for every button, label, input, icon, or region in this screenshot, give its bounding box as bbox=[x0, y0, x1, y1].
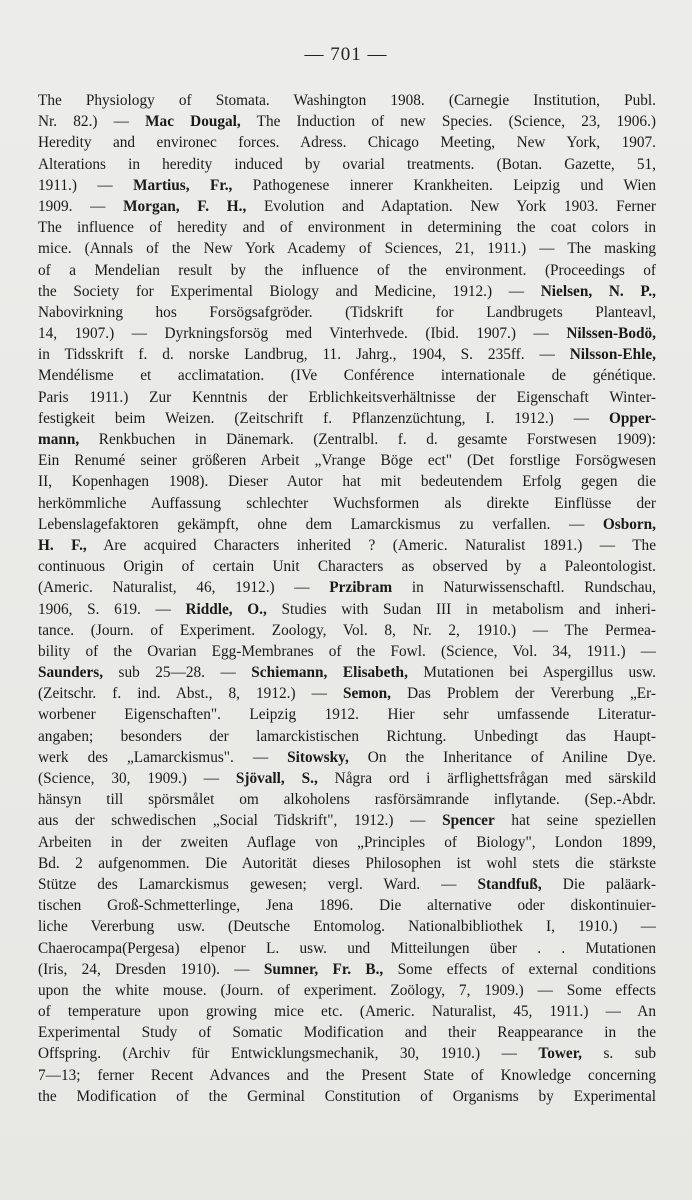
text-segment: Ein Renumé seiner größeren Arbeit „Vrange Böge ect" (Det forstlige Forsögwesen bbox=[38, 452, 656, 470]
text-line bbox=[38, 704, 656, 725]
text-line bbox=[38, 281, 656, 302]
text-segment: herkömmliche Auffassung schlechter Wuchsformen als direkte Einflüsse der bbox=[38, 494, 656, 512]
text-line bbox=[38, 302, 656, 323]
text-line bbox=[38, 323, 656, 344]
text-line bbox=[38, 874, 656, 895]
text-segment: of temperature upon growing mice etc. (Americ. Naturalist, 45, 1911.) — An bbox=[38, 1003, 656, 1021]
text-segment: angaben; besonders der lamarckistischen Richtung. Unbedingt das Haupt- bbox=[38, 727, 656, 745]
text-line bbox=[38, 344, 656, 365]
text-segment: The influence of heredity and of environment in determining the coat colors in bbox=[38, 219, 656, 237]
text-line bbox=[38, 154, 656, 175]
author-name: Standfuß, bbox=[477, 875, 542, 893]
text-segment: Die paläark- bbox=[541, 875, 656, 893]
text-segment: worbener Eigenschaften". Leipzig 1912. Hier sehr umfassende Literatur- bbox=[38, 706, 656, 724]
author-name: Przibram bbox=[329, 579, 393, 597]
author-name: Semon, bbox=[342, 685, 392, 703]
text-line bbox=[38, 217, 656, 238]
author-name: Osborn, bbox=[602, 515, 656, 533]
author-name: Riddle, O., bbox=[185, 600, 267, 618]
text-segment: hänsyn till spörsmålet om alkoholens rasförsämrande inflytande. (Sep.-Abdr. bbox=[38, 791, 656, 809]
text-line bbox=[38, 620, 656, 641]
text-segment: s. sub bbox=[581, 1045, 656, 1063]
text-segment: Evolution and Adaptation. New York 1903. Ferner bbox=[246, 197, 656, 215]
text-segment: hat seine speziellen bbox=[494, 812, 656, 830]
text-line bbox=[38, 90, 656, 111]
text-segment: Några ord i ärflighettsfrågan med särskild bbox=[317, 770, 656, 787]
text-line bbox=[38, 556, 656, 577]
text-line bbox=[38, 408, 656, 429]
text-segment: 14, 1907.) — Dyrkningsforsög med Vinterhvede. (Ibid. 1907.) — bbox=[38, 325, 567, 343]
author-name: Spencer bbox=[442, 812, 495, 830]
text-segment: Arbeiten in der zweiten Auflage von „Principles of Biology", London 1899, bbox=[38, 833, 656, 851]
text-segment: On the Inheritance of Aniline Dye. bbox=[348, 748, 656, 766]
text-segment: Experimental Study of Somatic Modification and their Reappearance in the bbox=[38, 1024, 656, 1042]
text-line bbox=[38, 1065, 656, 1086]
text-segment: The Physiology of Stomata. Washington 1908. (Carnegie Institution, Publ. bbox=[38, 92, 656, 109]
text-line bbox=[38, 768, 656, 789]
text-segment: Mutationen bei Aspergillus usw. bbox=[407, 664, 656, 682]
text-segment: Heredity and environec forces. Adress. Chicago Meeting, New York, 1907. bbox=[38, 134, 656, 152]
author-name: Sjövall, S., bbox=[235, 770, 318, 787]
text-line bbox=[38, 916, 656, 937]
author-name: Sumner, Fr. B., bbox=[263, 960, 384, 978]
text-segment: tischen Groß-Schmetterlinge, Jena 1896. Die alternative oder diskontinuier- bbox=[38, 897, 656, 915]
text-segment: (Americ. Naturalist, 46, 1912.) — bbox=[38, 579, 330, 597]
text-segment: Renkbuchen in Dänemark. (Zentralbl. f. d. gesamte Forstwesen 1909): bbox=[79, 431, 656, 448]
text-line bbox=[38, 535, 656, 556]
text-segment: continuous Origin of certain Unit Characters as observed by a Paleontologist. bbox=[38, 558, 656, 576]
text-line bbox=[38, 810, 656, 831]
text-segment: (Science, 30, 1909.) — bbox=[38, 770, 236, 787]
bibliography-text bbox=[38, 90, 656, 1107]
text-segment: (Iris, 24, Dresden 1910). — bbox=[38, 960, 264, 978]
text-line bbox=[38, 747, 656, 768]
text-line bbox=[38, 450, 656, 471]
text-segment: bility of the Ovarian Egg-Membranes of the Fowl. (Science, Vol. 34, 1911.) — bbox=[38, 642, 656, 660]
page-number: — 701 — bbox=[304, 44, 388, 65]
author-name: Nilsson-Ehle, bbox=[569, 346, 656, 364]
author-name: Saunders, bbox=[38, 664, 104, 682]
text-segment: the Modification of the Germinal Constitution of Organisms by Experimental bbox=[38, 1087, 656, 1105]
text-segment: Stütze des Lamarckismus gewesen; vergl. Ward. — bbox=[38, 875, 478, 893]
author-name: Tower, bbox=[538, 1045, 582, 1063]
text-segment: tance. (Journ. of Experiment. Zoology, Vol. 8, Nr. 2, 1910.) — The Permea- bbox=[38, 621, 656, 639]
text-line bbox=[38, 365, 656, 386]
text-line bbox=[38, 429, 656, 450]
text-segment: in Tidsskrift f. d. norske Landbrug, 11. Jahrg., 1904, S. 235ff. — bbox=[38, 346, 570, 364]
text-line bbox=[38, 599, 656, 620]
text-segment: Nr. 82.) — bbox=[38, 113, 146, 131]
text-line bbox=[38, 196, 656, 217]
text-segment: in Naturwissenschaftl. Rundschau, bbox=[392, 579, 656, 597]
text-line bbox=[38, 111, 656, 132]
text-segment: The Induction of new Species. (Science, 23, 1906.) bbox=[240, 113, 656, 131]
text-line bbox=[38, 726, 656, 747]
author-name: Nilssen-Bodö, bbox=[566, 325, 656, 343]
text-line bbox=[38, 175, 656, 196]
text-line bbox=[38, 853, 656, 874]
text-line bbox=[38, 514, 656, 535]
text-segment: festigkeit beim Weizen. (Zeitschrift f. Pflanzenzüchtung, I. 1912.) — bbox=[38, 409, 609, 427]
text-line bbox=[38, 577, 656, 598]
author-name: Sitowsky, bbox=[287, 748, 349, 766]
text-segment: the Society for Experimental Biology and Medicine, 1912.) — bbox=[38, 282, 541, 300]
text-segment: aus der schwedischen „Social Tidskrift", 1912.) — bbox=[38, 812, 443, 830]
text-segment: Some effects of external conditions bbox=[383, 960, 656, 978]
text-line bbox=[38, 471, 656, 492]
text-segment: werk des „Lamarckismus". — bbox=[38, 748, 288, 766]
text-line bbox=[38, 387, 656, 408]
text-line bbox=[38, 1086, 656, 1107]
text-segment: Bd. 2 aufgenommen. Die Autorität dieses Philosophen ist wohl stets die stärkste bbox=[38, 854, 656, 872]
text-segment: Das Problem der Vererbung „Er- bbox=[391, 685, 656, 703]
text-line bbox=[38, 959, 656, 980]
author-name: Nielsen, N. P., bbox=[540, 282, 656, 300]
text-line bbox=[38, 895, 656, 916]
text-segment: 1911.) — bbox=[38, 176, 134, 194]
author-name: Schiemann, Elisabeth, bbox=[251, 664, 408, 682]
author-name: Mac Dougal, bbox=[145, 113, 241, 131]
text-line bbox=[38, 789, 656, 810]
text-line bbox=[38, 641, 656, 662]
text-line bbox=[38, 1022, 656, 1043]
author-name: Morgan, F. H., bbox=[123, 197, 247, 215]
text-segment: Chaerocampa(Pergesa) elpenor L. usw. und Mitteilungen über . . Mutationen bbox=[38, 939, 656, 957]
text-line bbox=[38, 493, 656, 514]
text-segment: sub 25—28. — bbox=[103, 664, 252, 682]
text-segment: Pathogenese innerer Krankheiten. Leipzig und Wien bbox=[232, 176, 656, 194]
text-segment: Paris 1911.) Zur Kenntnis der Erblichkeitsverhältnisse der Eigenschaft Winter- bbox=[38, 388, 656, 406]
text-line bbox=[38, 832, 656, 853]
text-segment: of a Mendelian result by the influence of the environment. (Proceedings of bbox=[38, 261, 656, 279]
text-line bbox=[38, 238, 656, 259]
text-segment: (Zeitschr. f. ind. Abst., 8, 1912.) — bbox=[38, 685, 343, 703]
text-line bbox=[38, 1001, 656, 1022]
author-name: Opper- bbox=[608, 409, 656, 427]
text-line bbox=[38, 662, 656, 683]
text-line bbox=[38, 938, 656, 959]
text-segment: Alterations in heredity induced by ovarial treatments. (Botan. Gazette, 51, bbox=[38, 155, 656, 173]
text-line bbox=[38, 1043, 656, 1064]
text-segment: 1909. — bbox=[38, 197, 124, 215]
text-line bbox=[38, 980, 656, 1001]
text-segment: Nabovirkning hos Forsögsafgröder. (Tidskrift for Landbrugets Planteavl, bbox=[38, 303, 656, 321]
text-segment: upon the white mouse. (Journ. of experiment. Zoölogy, 7, 1909.) — Some effects bbox=[38, 981, 656, 999]
author-name: mann, bbox=[38, 431, 80, 448]
text-segment: 1906, S. 619. — bbox=[38, 600, 186, 618]
text-segment: 7—13; ferner Recent Advances and the Present State of Knowledge concerning bbox=[38, 1066, 656, 1084]
author-name: Martius, Fr., bbox=[133, 176, 233, 194]
text-line bbox=[38, 132, 656, 153]
text-segment: II, Kopenhagen 1908). Dieser Autor hat mit bedeutendem Erfolg gegen die bbox=[38, 473, 656, 491]
text-segment: Studies with Sudan III in metabolism and inheri- bbox=[266, 600, 656, 618]
text-segment: liche Vererbung usw. (Deutsche Entomolog. Nationalbibliothek I, 1910.) — bbox=[38, 918, 656, 936]
text-segment: Lebenslagefaktoren gekämpft, ohne dem Lamarckismus zu verfallen. — bbox=[38, 515, 603, 533]
text-segment: mice. (Annals of the New York Academy of Sciences, 21, 1911.) — The masking bbox=[38, 240, 656, 258]
text-segment: Offspring. (Archiv für Entwicklungsmechanik, 30, 1910.) — bbox=[38, 1045, 539, 1063]
text-segment: Mendélisme et acclimatation. (IVe Conférence internationale de génétique. bbox=[38, 367, 656, 385]
text-line bbox=[38, 260, 656, 281]
author-name: H. F., bbox=[38, 536, 87, 554]
text-line bbox=[38, 683, 656, 704]
text-segment: Are acquired Characters inherited ? (Americ. Naturalist 1891.) — The bbox=[86, 536, 656, 554]
